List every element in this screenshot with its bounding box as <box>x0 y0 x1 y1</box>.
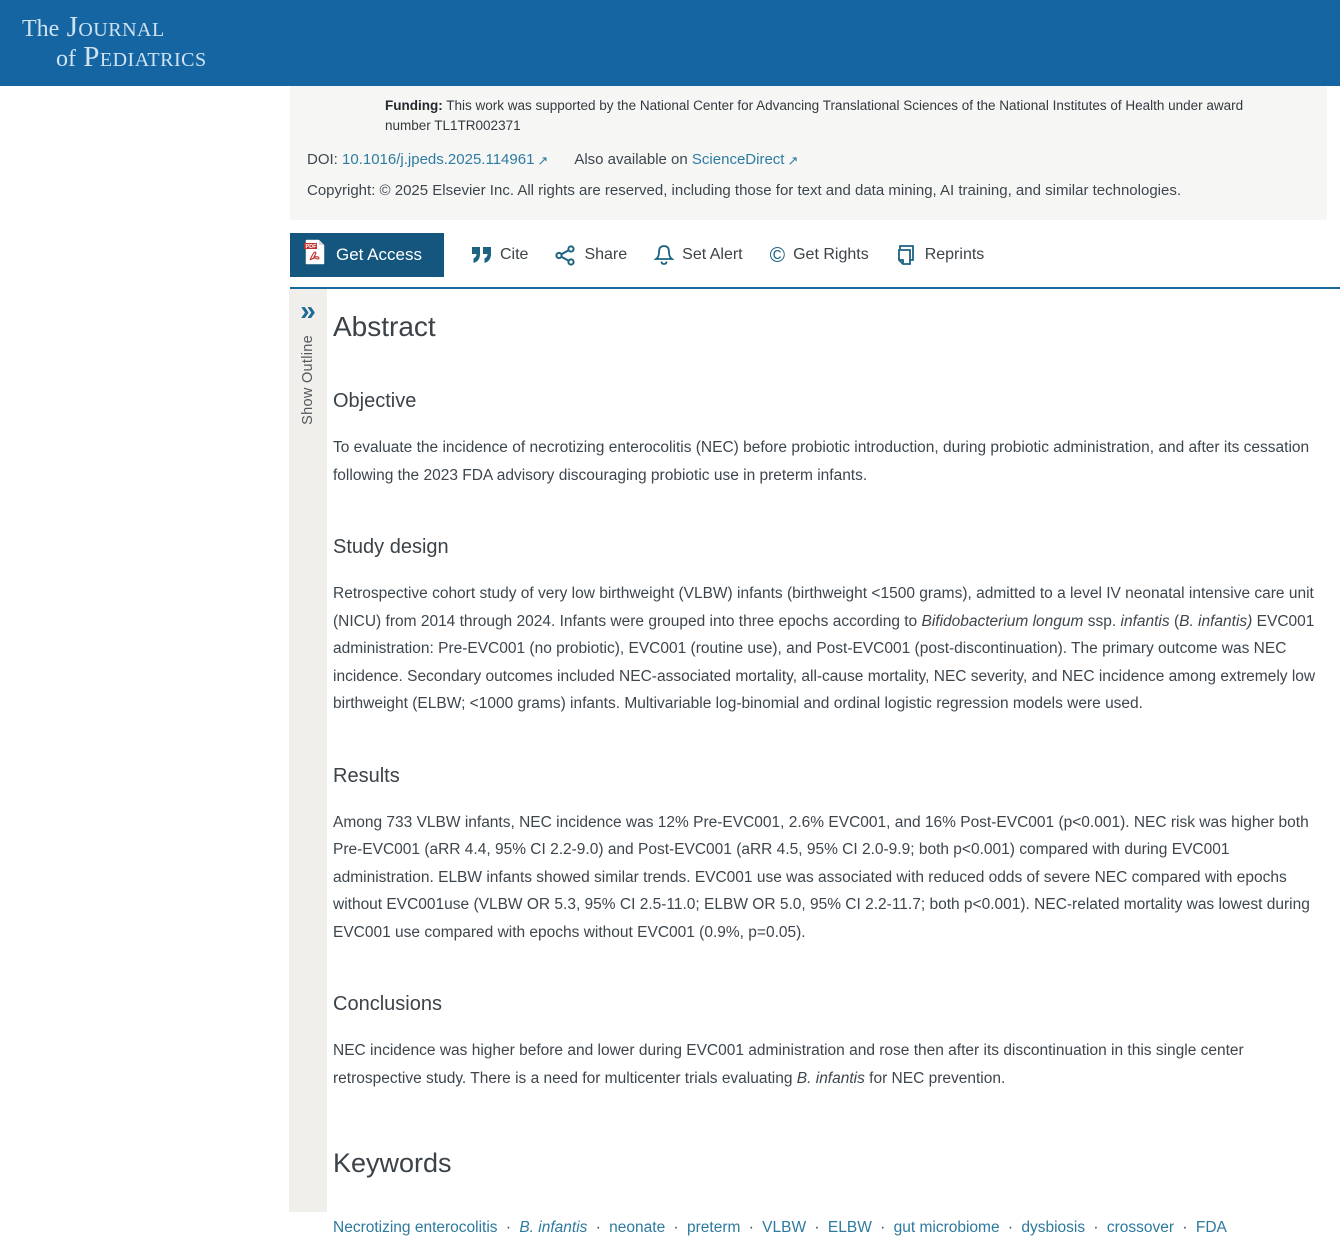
funding-label: Funding: <box>385 98 443 113</box>
cite-label: Cite <box>499 246 529 263</box>
study-design-heading: Study design <box>333 536 449 558</box>
results-section <box>333 765 1319 947</box>
reprints-button[interactable] <box>896 244 985 267</box>
keyword-link[interactable]: FDA <box>1195 1219 1227 1236</box>
keyword-separator: · <box>1003 1219 1018 1236</box>
doi-link[interactable]: 10.1016/j.jpeds.2025.114961 <box>342 151 535 168</box>
get-rights-label: Get Rights <box>793 246 869 263</box>
keyword-link[interactable]: VLBW <box>762 1219 807 1236</box>
keyword-separator: · <box>1178 1219 1192 1236</box>
keyword-separator: · <box>591 1219 606 1236</box>
share-icon <box>555 245 576 266</box>
study-design-section <box>333 536 1319 718</box>
external-link-icon: ↗ <box>537 153 549 168</box>
keyword-separator: · <box>744 1219 759 1236</box>
keyword-link[interactable]: ELBW <box>827 1219 872 1236</box>
conclusions-section <box>333 993 1319 1092</box>
conclusions-paragraph: NEC incidence was higher before and lower during EVC001 administration and rose then after its discontinuation in this single center retrospective study. There is a need for multicenter trials evaluating B. infantis for NEC prevention. <box>333 1042 1244 1087</box>
abstract-title: Abstract <box>333 311 436 342</box>
funding-note <box>385 96 1282 136</box>
study-design-paragraph: Retrospective cohort study of very low birthweight (VLBW) infants (birthweight <1500 grams), admitted to a level IV neonatal intensive care unit (NICU) from 2014 through 2024. Infants were grouped into three epochs according to Bifidobacterium longum ssp. infantis (B. infantis) EVC001 administration: Pre-EVC001 (no probiotic), EVC001 (routine use), and Post-EVC001 (post-discontinuation). The primary outcome was NEC incidence. Secondary outcomes included NEC-associated mortality, all-cause mortality, NEC severity, and NEC incidence among extremely low birthweight (ELBW; <1000 grams) infants. Multivariable log-binomial and ordinal logistic regression models were used. <box>333 585 1316 712</box>
doi-line <box>307 151 1282 168</box>
keyword-link[interactable]: Necrotizing enterocolitis <box>333 1219 498 1236</box>
get-access-label: Get Access <box>336 245 422 264</box>
conclusions-heading: Conclusions <box>333 993 442 1015</box>
keyword-link[interactable]: neonate <box>609 1219 666 1236</box>
keyword-separator: · <box>1089 1219 1103 1236</box>
content-area <box>289 289 1340 1236</box>
share-button[interactable] <box>555 245 627 266</box>
show-outline-rail[interactable] <box>289 289 327 1212</box>
keyword-link[interactable]: gut microbiome <box>893 1219 1000 1236</box>
get-rights-button[interactable] <box>770 245 869 266</box>
set-alert-label: Set Alert <box>682 246 743 263</box>
cite-quote-icon <box>471 246 492 264</box>
journal-logo-line1: The Journal <box>22 11 165 44</box>
results-heading: Results <box>333 764 400 787</box>
keyword-separator: · <box>810 1219 824 1236</box>
keywords-title: Keywords <box>333 1148 452 1178</box>
results-paragraph: Among 733 VLBW infants, NEC incidence was 12% Pre-EVC001, 2.6% EVC001, and 16% Post-EVC001 (p<0.001). NEC risk was higher both Pre-EVC001 (aRR 4.4, 95% CI 2.2-9.0) and Post-EVC001 (aRR 4.5, 95% CI 2.0-9.9; both p<0.001) compared with during EVC001 administration. ELBW infants showed similar trends. EVC001 use was associated with reduced odds of severe NEC compared with epochs without EVC001use (VLBW OR 5.3, 95% CI 2.5-11.0; ELBW OR 5.0, 95% CI 2.2-11.7; both p<0.001). NEC-related mortality was lowest during EVC001 use compared with epochs without EVC001 (0.9%, p=0.05). <box>333 813 1310 941</box>
article-meta-box <box>290 86 1327 220</box>
bell-icon <box>654 244 674 266</box>
keyword-separator: · <box>875 1219 890 1236</box>
sciencedirect-link[interactable]: ScienceDirect <box>691 151 785 168</box>
keyword-link[interactable]: crossover <box>1106 1219 1175 1236</box>
show-outline-label[interactable]: Show Outline <box>300 335 316 425</box>
keyword-link[interactable]: B. infantis <box>519 1219 588 1236</box>
external-link-icon: ↗ <box>787 153 799 168</box>
doi-label: DOI: <box>307 151 338 168</box>
keyword-link[interactable]: preterm <box>686 1219 741 1236</box>
objective-paragraph: To evaluate the incidence of necrotizing enterocolitis (NEC) before probiotic introduction, during probiotic administration, and after its cessation following the 2023 FDA advisory discouraging probiotic use in preterm infants. <box>333 439 1310 484</box>
abstract-article <box>327 289 1329 1236</box>
reprints-label: Reprints <box>924 246 985 263</box>
objective-heading: Objective <box>333 390 417 412</box>
copyright-text: Copyright: © 2025 Elsevier Inc. All rights are reserved, including those for text and data mining, AI training, and similar technologies. <box>307 182 1182 199</box>
share-label: Share <box>584 246 628 263</box>
journal-logo-line2: of Pediatrics <box>56 41 207 73</box>
expand-outline-icon[interactable]: » <box>300 295 316 326</box>
keywords-list <box>333 1219 1319 1237</box>
keyword-link[interactable]: dysbiosis <box>1021 1219 1086 1236</box>
reprints-icon <box>896 244 917 267</box>
cite-button[interactable] <box>471 246 528 264</box>
set-alert-button[interactable] <box>654 244 742 266</box>
get-access-button[interactable] <box>290 233 444 277</box>
journal-logo[interactable] <box>22 13 207 72</box>
pdf-icon <box>304 239 326 271</box>
article-toolbar <box>290 233 1340 277</box>
copyright-icon: © <box>769 243 786 267</box>
funding-text: This work was supported by the National Center for Advancing Translational Sciences of the National Institutes of Health under award number TL1TR002371 <box>385 98 1244 133</box>
svg-text:PDF: PDF <box>305 244 317 250</box>
objective-section <box>333 390 1319 489</box>
journal-header <box>0 0 1340 86</box>
also-available-label: Also available on <box>574 151 688 168</box>
keyword-separator: · <box>669 1219 683 1236</box>
keyword-separator: · <box>501 1219 516 1236</box>
